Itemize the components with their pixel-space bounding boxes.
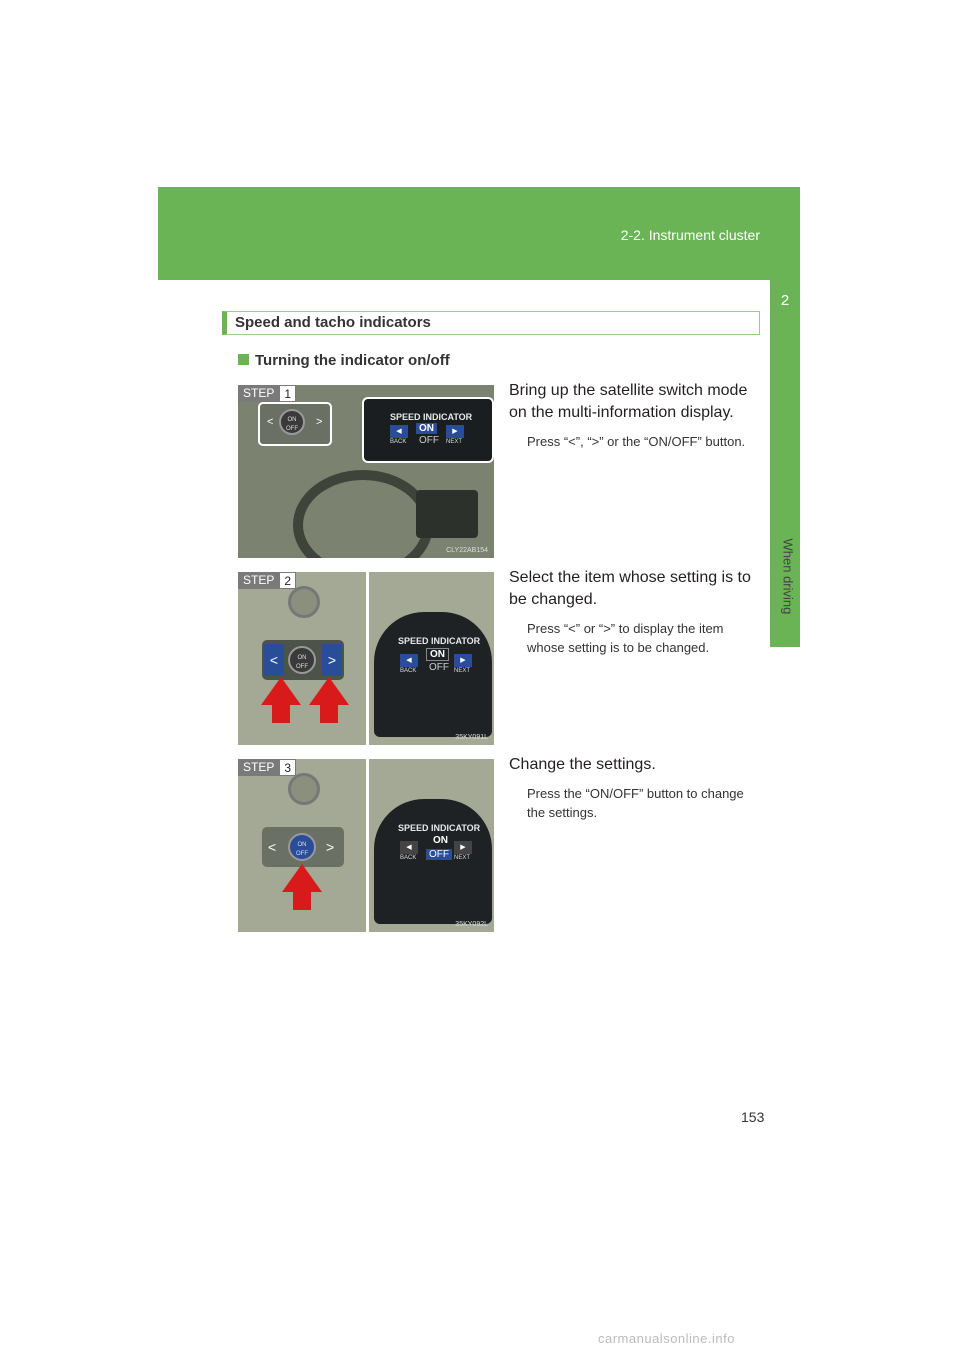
chevron-left-icon: < (267, 416, 274, 428)
section-heading-text: Speed and tacho indicators (235, 314, 431, 331)
step-badge-number: 1 (279, 385, 296, 402)
display-off: OFF (419, 435, 439, 446)
step-2-badge (238, 572, 296, 589)
step-badge-word: STEP (238, 385, 279, 402)
step-badge-number: 2 (279, 572, 296, 589)
back-arrow-icon: ◀ (390, 425, 408, 438)
display-inset (362, 397, 494, 463)
on-off-knob (288, 833, 316, 861)
side-label (775, 540, 795, 650)
step-3-detail: Press the “ON/OFF” button to change the settings. (527, 786, 744, 820)
chevron-right-icon: > (316, 416, 323, 428)
step-3-illustration (238, 759, 494, 932)
image-code: 35KY092L (455, 921, 488, 928)
page-number: 153 (741, 1109, 765, 1125)
step-2-text (509, 567, 759, 657)
on-off-knob (279, 409, 305, 435)
display-title: SPEED INDICATOR (390, 412, 473, 422)
knob-off-label: OFF (296, 664, 308, 670)
steering-wheel (293, 470, 433, 558)
switch-inset (258, 402, 332, 446)
gauge-display (374, 612, 492, 737)
next-label: NEXT (454, 855, 471, 861)
image-divider (366, 759, 369, 932)
step-badge-number: 3 (279, 759, 296, 776)
step-1-title: Bring up the satellite switch mode on the multi-information display. (509, 382, 748, 421)
display-off: OFF (426, 849, 452, 860)
step-2-title: Select the item whose setting is to be changed. (509, 569, 751, 608)
chevron-left-icon: < (264, 644, 284, 676)
display-on: ON (426, 648, 449, 661)
center-screen (416, 490, 478, 538)
step-2-illustration (238, 572, 494, 745)
display-off: OFF (429, 662, 449, 673)
step-3-title: Change the settings. (509, 756, 656, 773)
watermark: carmanualsonline.info (598, 1331, 735, 1346)
display-on: ON (433, 835, 448, 846)
knob-on-label: ON (297, 842, 307, 848)
red-arrow-icon (261, 677, 301, 705)
knob-off-label: OFF (286, 426, 298, 432)
steering-switch (262, 827, 344, 867)
knob-on-label: ON (287, 417, 297, 423)
next-arrow-icon: ▶ (454, 841, 472, 854)
subsection-heading (238, 352, 450, 369)
next-arrow-icon: ▶ (454, 654, 472, 667)
red-arrow-stem (320, 705, 338, 723)
back-label: BACK (390, 439, 407, 445)
display-on: ON (416, 423, 437, 434)
step-badge-word: STEP (238, 759, 279, 776)
header-band (158, 187, 800, 280)
image-code: 35KY091L (455, 734, 488, 741)
step-1-badge (238, 385, 296, 402)
dial-icon (288, 586, 320, 618)
chapter-number: 2 (780, 292, 790, 309)
square-bullet-icon (238, 354, 249, 365)
back-arrow-icon: ◀ (400, 841, 418, 854)
steering-switch (262, 640, 344, 680)
image-divider (366, 572, 369, 745)
step-3-text (509, 754, 759, 822)
subsection-heading-text: Turning the indicator on/off (255, 352, 450, 369)
red-arrow-icon (282, 864, 322, 892)
chapter-title: 2-2. Instrument cluster (620, 227, 760, 243)
step-3-badge (238, 759, 296, 776)
step-1-illustration (238, 385, 494, 558)
display-title: SPEED INDICATOR (398, 636, 481, 646)
image-code: CLY22AB154 (446, 547, 488, 554)
section-heading (222, 311, 760, 335)
dial-icon (288, 773, 320, 805)
step-badge-word: STEP (238, 572, 279, 589)
red-arrow-icon (309, 677, 349, 705)
chapter-label: When driving (780, 538, 796, 615)
red-arrow-stem (293, 892, 311, 910)
next-label: NEXT (446, 439, 463, 445)
next-label: NEXT (454, 668, 471, 674)
step-1-text (509, 380, 759, 451)
step-2-detail: Press “<” or “>” to display the item whose setting is to be changed. (527, 621, 724, 655)
knob-on-label: ON (297, 655, 307, 661)
chevron-left-icon: < (268, 839, 277, 855)
back-label: BACK (400, 855, 417, 861)
on-off-knob (288, 646, 316, 674)
back-arrow-icon: ◀ (400, 654, 418, 667)
chevron-right-icon: > (326, 839, 335, 855)
next-arrow-icon: ▶ (446, 425, 464, 438)
display-title: SPEED INDICATOR (398, 823, 481, 833)
step-1-detail: Press “<”, “>” or the “ON/OFF” button. (527, 434, 746, 449)
back-label: BACK (400, 668, 417, 674)
chevron-right-icon: > (322, 644, 342, 676)
gauge-display (374, 799, 492, 924)
red-arrow-stem (272, 705, 290, 723)
knob-off-label: OFF (296, 851, 308, 857)
